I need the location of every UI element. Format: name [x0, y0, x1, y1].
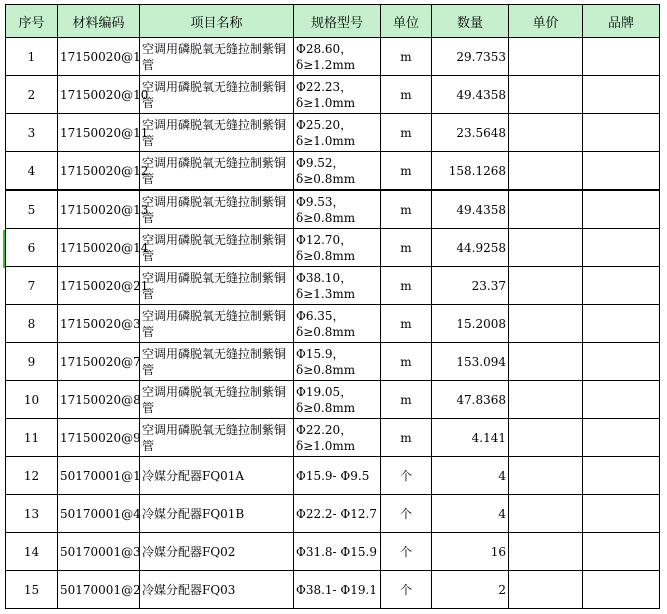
cell-unit[interactable]: m — [381, 76, 432, 114]
cell-brand[interactable] — [583, 229, 660, 267]
cell-material-code[interactable]: 17150020@11 — [58, 114, 140, 152]
table-row — [6, 381, 660, 419]
cell-item-name[interactable]: 空调用磷脱氧无缝拉制紫铜管 — [140, 38, 294, 76]
cell-unit[interactable]: m — [381, 114, 432, 152]
cell-spec[interactable]: Φ6.35，δ≥0.8mm — [294, 305, 381, 343]
cell-brand[interactable] — [583, 152, 660, 191]
table-row — [6, 76, 660, 114]
cell-item-name[interactable]: 冷媒分配器FQ01A — [140, 457, 294, 495]
cell-unit[interactable]: 个 — [381, 533, 432, 571]
cell-unit[interactable]: 个 — [381, 571, 432, 609]
cell-quantity[interactable]: 158.1268 — [432, 152, 509, 191]
cell-material-code[interactable]: 17150020@14 — [58, 229, 140, 267]
cell-spec[interactable]: Φ22.20，δ≥1.0mm — [294, 419, 381, 457]
cell-quantity[interactable]: 153.094 — [432, 343, 509, 381]
cell-unit-price[interactable] — [509, 38, 583, 76]
cell-quantity[interactable]: 4.141 — [432, 419, 509, 457]
cell-brand[interactable] — [583, 533, 660, 571]
cell-seq[interactable]: 4 — [6, 152, 58, 191]
cell-material-code[interactable]: 50170001@2 — [58, 571, 140, 609]
cell-brand[interactable] — [583, 114, 660, 152]
cell-spec[interactable]: Φ22.23，δ≥1.0mm — [294, 76, 381, 114]
cell-unit-price[interactable] — [509, 305, 583, 343]
cell-spec[interactable]: Φ38.10，δ≥1.3mm — [294, 267, 381, 305]
header-row — [6, 5, 660, 38]
cell-material-code[interactable]: 50170001@3 — [58, 533, 140, 571]
cell-unit-price[interactable] — [509, 495, 583, 533]
cell-item-name[interactable]: 空调用磷脱氧无缝拉制紫铜管 — [140, 343, 294, 381]
cell-item-name[interactable]: 空调用磷脱氧无缝拉制紫铜管 — [140, 114, 294, 152]
materials-table — [5, 4, 660, 609]
cell-quantity[interactable]: 23.37 — [432, 267, 509, 305]
cell-item-name[interactable]: 空调用磷脱氧无缝拉制紫铜管 — [140, 381, 294, 419]
cell-material-code[interactable]: 17150020@8 — [58, 381, 140, 419]
cell-seq[interactable]: 10 — [6, 381, 58, 419]
cell-unit-price[interactable] — [509, 343, 583, 381]
cell-material-code[interactable]: 17150020@1 — [58, 38, 140, 76]
cell-quantity[interactable]: 4 — [432, 495, 509, 533]
table-row — [6, 190, 660, 229]
cell-material-code[interactable]: 50170001@1 — [58, 457, 140, 495]
cell-unit-price[interactable] — [509, 381, 583, 419]
cell-item-name[interactable]: 空调用磷脱氧无缝拉制紫铜管 — [140, 229, 294, 267]
cell-spec[interactable]: Φ25.20，δ≥1.0mm — [294, 114, 381, 152]
cell-quantity[interactable]: 47.8368 — [432, 381, 509, 419]
cell-unit[interactable]: m — [381, 38, 432, 76]
cell-seq[interactable]: 11 — [6, 419, 58, 457]
cell-brand[interactable] — [583, 343, 660, 381]
cell-item-name[interactable]: 冷媒分配器FQ03 — [140, 571, 294, 609]
cell-unit[interactable]: m — [381, 381, 432, 419]
cell-unit-price[interactable] — [509, 152, 583, 191]
cell-spec[interactable]: Φ12.70，δ≥0.8mm — [294, 229, 381, 267]
table-row — [6, 495, 660, 533]
cell-brand[interactable] — [583, 190, 660, 229]
cell-unit-price[interactable] — [509, 114, 583, 152]
cell-material-code[interactable]: 17150020@12 — [58, 152, 140, 191]
cell-item-name[interactable]: 空调用磷脱氧无缝拉制紫铜管 — [140, 419, 294, 457]
cell-brand[interactable] — [583, 381, 660, 419]
cell-unit[interactable]: 个 — [381, 457, 432, 495]
cell-brand[interactable] — [583, 457, 660, 495]
cell-brand[interactable] — [583, 267, 660, 305]
table-row — [6, 305, 660, 343]
cell-quantity[interactable]: 49.4358 — [432, 190, 509, 229]
header-name[interactable]: 项目名称 — [140, 5, 294, 38]
cell-material-code[interactable]: 50170001@4 — [58, 495, 140, 533]
cell-seq[interactable]: 14 — [6, 533, 58, 571]
table-row — [6, 419, 660, 457]
cell-material-code[interactable]: 17150020@21 — [58, 267, 140, 305]
cell-quantity[interactable]: 15.2008 — [432, 305, 509, 343]
table-row — [6, 571, 660, 609]
cell-unit-price[interactable] — [509, 267, 583, 305]
cell-unit[interactable]: m — [381, 190, 432, 229]
cell-unit[interactable]: m — [381, 343, 432, 381]
table-row — [6, 114, 660, 152]
cell-brand[interactable] — [583, 305, 660, 343]
table-row — [6, 533, 660, 571]
cell-unit-price[interactable] — [509, 457, 583, 495]
header-brand[interactable]: 品牌 — [583, 5, 660, 38]
cell-unit[interactable]: m — [381, 229, 432, 267]
cell-unit-price[interactable] — [509, 419, 583, 457]
cell-unit-price[interactable] — [509, 571, 583, 609]
cell-unit-price[interactable] — [509, 76, 583, 114]
cell-item-name[interactable]: 空调用磷脱氧无缝拉制紫铜管 — [140, 152, 294, 191]
cell-brand[interactable] — [583, 419, 660, 457]
cell-unit[interactable]: m — [381, 305, 432, 343]
header-spec[interactable]: 规格型号 — [294, 5, 381, 38]
cell-unit[interactable]: m — [381, 419, 432, 457]
cell-material-code[interactable]: 17150020@10 — [58, 76, 140, 114]
cell-unit[interactable]: m — [381, 267, 432, 305]
cell-material-code[interactable]: 17150020@13 — [58, 190, 140, 229]
cell-material-code[interactable]: 17150020@7 — [58, 343, 140, 381]
cell-spec[interactable]: Φ15.9- Φ9.5 — [294, 457, 381, 495]
cell-seq[interactable]: 7 — [6, 267, 58, 305]
cell-item-name[interactable]: 空调用磷脱氧无缝拉制紫铜管 — [140, 76, 294, 114]
cell-unit[interactable]: m — [381, 152, 432, 191]
cell-spec[interactable]: Φ9.52，δ≥0.8mm — [294, 152, 381, 191]
cell-unit-price[interactable] — [509, 229, 583, 267]
cell-item-name[interactable]: 冷媒分配器FQ01B — [140, 495, 294, 533]
cell-seq[interactable]: 9 — [6, 343, 58, 381]
cell-spec[interactable]: Φ22.2- Φ12.7 — [294, 495, 381, 533]
cell-seq[interactable]: 6 — [6, 229, 58, 267]
cell-brand[interactable] — [583, 38, 660, 76]
cell-unit-price[interactable] — [509, 190, 583, 229]
table-row — [6, 229, 660, 267]
cell-seq[interactable]: 13 — [6, 495, 58, 533]
cell-spec[interactable]: Φ38.1- Φ19.1 — [294, 571, 381, 609]
cell-unit-price[interactable] — [509, 533, 583, 571]
cell-item-name[interactable]: 空调用磷脱氧无缝拉制紫铜管 — [140, 267, 294, 305]
cell-brand[interactable] — [583, 76, 660, 114]
cell-seq[interactable]: 2 — [6, 76, 58, 114]
cell-seq[interactable]: 1 — [6, 38, 58, 76]
cell-spec[interactable]: Φ31.8- Φ15.9 — [294, 533, 381, 571]
cell-spec[interactable]: Φ28.60，δ≥1.2mm — [294, 38, 381, 76]
cell-quantity[interactable]: 2 — [432, 571, 509, 609]
cell-spec[interactable]: Φ19.05，δ≥0.8mm — [294, 381, 381, 419]
table-row — [6, 38, 660, 76]
header-qty[interactable]: 数量 — [432, 5, 509, 38]
cell-quantity[interactable]: 23.5648 — [432, 114, 509, 152]
table-row — [6, 343, 660, 381]
cell-material-code[interactable]: 17150020@9 — [58, 419, 140, 457]
cell-seq[interactable]: 12 — [6, 457, 58, 495]
table-row — [6, 267, 660, 305]
cell-spec[interactable]: Φ9.53，δ≥0.8mm — [294, 190, 381, 229]
cell-seq[interactable]: 8 — [6, 305, 58, 343]
cell-item-name[interactable]: 冷媒分配器FQ02 — [140, 533, 294, 571]
row-select-marker — [3, 230, 5, 268]
cell-item-name[interactable]: 空调用磷脱氧无缝拉制紫铜管 — [140, 305, 294, 343]
cell-seq[interactable]: 3 — [6, 114, 58, 152]
cell-seq[interactable]: 5 — [6, 190, 58, 229]
cell-unit[interactable]: 个 — [381, 495, 432, 533]
cell-item-name[interactable]: 空调用磷脱氧无缝拉制紫铜管 — [140, 190, 294, 229]
cell-material-code[interactable]: 17150020@3 — [58, 305, 140, 343]
cell-brand[interactable] — [583, 571, 660, 609]
cell-seq[interactable]: 15 — [6, 571, 58, 609]
header-unit[interactable]: 单位 — [381, 5, 432, 38]
cell-quantity[interactable]: 49.4358 — [432, 76, 509, 114]
header-code[interactable]: 材料编码 — [58, 5, 140, 38]
cell-quantity[interactable]: 44.9258 — [432, 229, 509, 267]
table-row — [6, 457, 660, 495]
header-seq[interactable]: 序号 — [6, 5, 58, 38]
cell-quantity[interactable]: 29.7353 — [432, 38, 509, 76]
header-price[interactable]: 单价 — [509, 5, 583, 38]
table-row — [6, 152, 660, 191]
cell-brand[interactable] — [583, 495, 660, 533]
cell-quantity[interactable]: 4 — [432, 457, 509, 495]
cell-quantity[interactable]: 16 — [432, 533, 509, 571]
cell-spec[interactable]: Φ15.9，δ≥0.8mm — [294, 343, 381, 381]
